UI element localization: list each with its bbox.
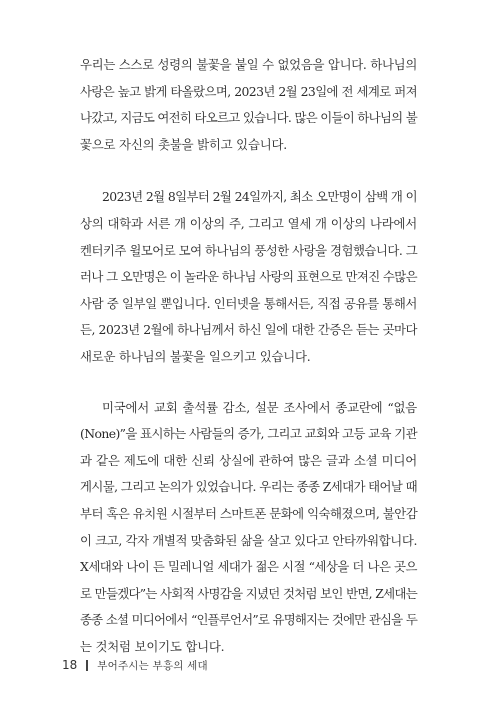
footer-divider [86, 660, 88, 671]
text-line: 러나 그 오만명은 이 놀라운 하나님 사랑의 표현으로 만져진 수많은 [80, 269, 418, 285]
text-line: 부터 혹은 유치원 시절부터 스마트폰 문화에 익숙해졌으며, 불안감 [80, 505, 418, 521]
text-line: 꽃으로 자신의 촛불을 밝히고 있습니다. [80, 136, 288, 152]
text-line: X세대와 나이 든 밀레니얼 세대가 젊은 시절 “세상을 더 나은 곳으 [80, 559, 417, 575]
text-line: 나갔고, 지금도 여전히 타오르고 있습니다. 많은 이들이 하나님의 불 [80, 110, 417, 126]
text-line: 과 같은 제도에 대한 신뢰 상실에 관하여 많은 글과 소셜 미디어 [80, 452, 417, 468]
page-footer [62, 656, 208, 674]
page-number: 18 [62, 658, 78, 672]
paragraph-2 [80, 184, 417, 370]
text-line: 상의 대학과 서른 개 이상의 주, 그리고 열세 개 이상의 나라에서 [80, 215, 417, 231]
text-line: 로 만들겠다”는 사회적 사명감을 지녔던 것처럼 보인 반면, Z세대는 [80, 585, 417, 601]
text-line: 든, 2023년 2월에 하나님께서 하신 일에 대한 간증은 듣는 곳마다 [80, 322, 417, 338]
paragraph-spacer [80, 158, 417, 184]
text-line: 종종 소셜 미디어에서 “인플루언서”로 유명해지는 것에만 관심을 두 [80, 612, 417, 628]
text-line: 2023년 2월 8일부터 2월 24일까지, 최소 오만명이 삼백 개 이 [102, 189, 417, 205]
text-line: 이 크고, 각자 개별적 맞춤화된 삶을 살고 있다고 안타까워합니다. [80, 532, 417, 548]
text-line: 사랑은 높고 밝게 타올랐으며, 2023년 2월 23일에 전 세계로 퍼져 [80, 83, 417, 99]
text-line: 켄터키주 윌모어로 모여 하나님의 풍성한 사랑을 경험했습니다. 그 [80, 242, 418, 258]
text-line: (None)”을 표시하는 사람들의 증가, 그리고 교회와 고등 교육 기관 [80, 426, 417, 442]
running-title: 부어주시는 부흥의 세대 [97, 659, 208, 672]
text-line: 는 것처럼 보이기도 합니다. [80, 638, 225, 654]
paragraph-1 [80, 52, 417, 158]
paragraph-3 [80, 395, 417, 661]
text-line: 우리는 스스로 성령의 불꽃을 붙일 수 없었음을 압니다. 하나님의 [80, 57, 417, 72]
page-body [80, 52, 417, 660]
text-line: 사람 중 일부일 뿐입니다. 인터넷을 통해서든, 직접 공유를 통해서 [80, 295, 417, 311]
text-line: 미국에서 교회 출석률 감소, 설문 조사에서 종교란에 “없음 [102, 399, 417, 415]
text-line: 새로운 하나님의 불꽃을 일으키고 있습니다. [80, 348, 311, 364]
paragraph-spacer [80, 371, 417, 395]
text-line: 게시물, 그리고 논의가 있었습니다. 우리는 종종 Z세대가 태어날 때 [80, 479, 417, 495]
